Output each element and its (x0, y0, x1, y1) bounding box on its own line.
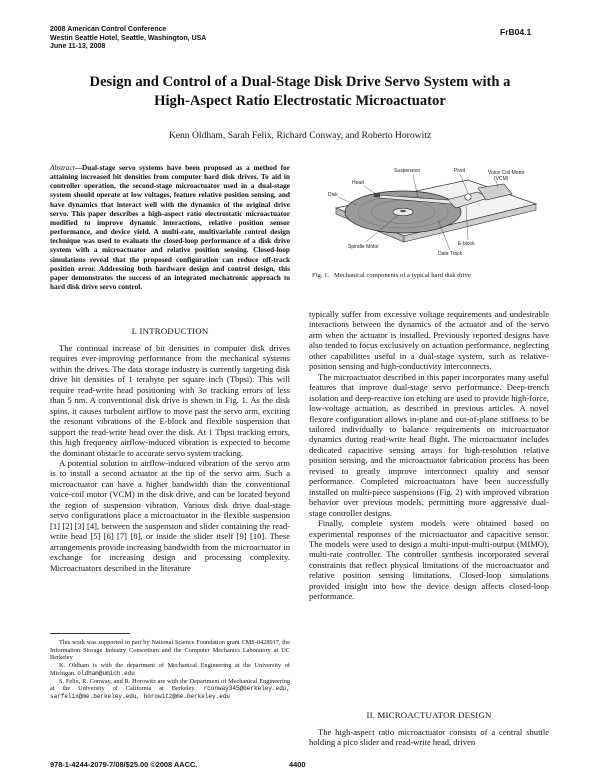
right-paragraph-2: The microactuator described in this paper incorporates many useful features that improve dual-stage servo performance. Deep-trench isolation and deep-reactive ion etching are used to provide high-force, low-voltage actuation, as described in previous articles. A novel flexure configuration allows in-plane and out-of-plane stiffness to be tailored individually to balance requirements on microactuator dynamics during read-write head flight. The microactuator includes dedicated capacitive sensing arrays for high-resolution relative position sensing, and the microactuator fabrication process has been revised to greatly improve interconnect quality and sensor performance. Completed microactuators have been successfully installed on multi-piece suspensions (Fig. 2) with improved vibration behavior over previous models, permitting more aggressive dual-stage controller designs. (309, 371, 549, 518)
author-list: Kenn Oldham, Sarah Felix, Richard Conway, and Roberto Horowitz (168, 130, 432, 141)
label-suspension: Suspension (394, 168, 421, 174)
leader-head (364, 186, 376, 194)
footer-isbn: 978-1-4244-2079-7/08/$25.00 ©2008 AACC. (50, 760, 198, 769)
abstract-dash: — (74, 163, 83, 172)
right-paragraph-3: Finally, complete system models were obtained based on experimental responses of the microactuator and capacitive sensor. The models were used to design a multi-input-multi-output (MIMO), multi-rate controller. The controller synthesis incorporated several constraints that reflect physical limitations of the microactuator and relative position sensing limitations. Closed-loop simulations provided insight into how the device design affects closed-loop performance. (309, 518, 549, 602)
spindle-center (400, 210, 406, 212)
conference-dates: June 11-13, 2008 (50, 43, 106, 50)
right-paragraph-4: The high-aspect ratio microactuator consists of a central shuttle holding a pico slider and read-write head, driven (309, 727, 549, 748)
footnote-berkeley: S. Felix, R. Conway, and R. Horowitz are with the Department of Mechanical Engineering at the University of California at Berkeley. rconway345@berkeley.edu, sarfelix@me.berkeley.edu, horowitz@me.berkeley.edu (50, 677, 290, 700)
paper-id: FrB04.1 (500, 27, 532, 37)
intro-paragraph-2: A potential solution to airflow-induced vibration of the servo arm is to install a second actuator at the tip of the servo arm. Such a microactuator can have a higher bandwidth than the conventional voice-coil motor (VCM) in the disk drive, and can be located beyond the region of suspension vibration. Various disk drive dual-stage servo configurations place a microactuator in the flexible suspension [1] [2] [3] [4], between the suspension and slider containing the read-write head [5] [6] [7] [8], or inside the slider itself [9] [10]. These arrangements provide increasing bandwidth from the microactuator in exchange for increasing design and processing complexity. Microactuators described in the literature (50, 457, 290, 573)
intro-paragraph-1: The continual increase of bit densities in computer disk drives requires ever-improving performance from the mechanical systems within the drives. The data storage industry is currently targeting disk drive bit densities of 1 terabyte per square inch (Tbpsi). This will require read-write head positioning with 3σ tracking errors of less than 5 nm. A conventional disk drive is shown in Fig. 1. As the disk spins, it causes turbulent airflow to move past the servo arm, exciting the resonant vibrations of the E-block and flexible suspension that support the read-write head over the disk. At 1 Tbpsi tracking errors, this high frequency airflow-induced vibration is expected to become the dominant obstacle to accurate servo system tracking. (50, 343, 290, 458)
email-oldham: oldham@umich.edu (77, 669, 135, 677)
label-head: Head (352, 180, 364, 186)
title-line-2: High-Aspect Ratio Electrostatic Microactuator (154, 93, 446, 109)
label-pivot: Pivot (454, 168, 466, 174)
paper-title (40, 73, 560, 111)
figure-1-caption-text: Mechanical components of a typical hard disk drive (334, 272, 471, 279)
running-header (50, 26, 206, 52)
abstract-label: Abstract (50, 163, 75, 172)
figure-1-label: Fig. 1. (312, 272, 330, 279)
conference-name: 2008 American Control Conference (50, 26, 167, 33)
footnotes (50, 639, 290, 701)
abstract (50, 163, 290, 291)
label-vcm-abbrev: (VCM) (494, 176, 509, 182)
label-spindle-motor: Spindle Motor (348, 244, 379, 250)
label-vcm: Voice Coil Motor (488, 170, 525, 176)
email-berkeley: rconway345@berkeley.edu, sarfelix@me.berkeley.edu, horowitz@me.berkeley.edu (50, 685, 290, 700)
read-write-head (374, 193, 380, 197)
page-number: 4400 (289, 760, 306, 769)
section-heading-introduction: I. INTRODUCTION (131, 326, 209, 336)
right-paragraph-1: typically suffer from excessive voltage requirements and undesirable interactions between the dynamics of the actuator and of the servo arm when the actuator is installed. Previously reported designs have also tended to focus exclusively on actuation performance, neglecting other capabilities useful in a dual-stage system, such as relative-position sensing and high-conductivity interconnects. (309, 309, 549, 372)
label-disk: Disk (328, 192, 338, 198)
right-column-tail (309, 727, 549, 748)
right-column-body (309, 309, 549, 602)
figure-1 (318, 160, 548, 260)
figure-1-caption (312, 272, 552, 279)
left-column-body (50, 343, 290, 573)
section-heading-microactuator: II. MICROACTUATOR DESIGN (366, 710, 492, 720)
footnote-funding: This work was supported in part by National Science Foundation grant CMS-0428917, the Information Storage Industry Consortium and the Computer Mechanics Laboratory at UC Berkeley (50, 639, 290, 662)
title-line-1: Design and Control of a Dual-Stage Disk Drive Servo System with a (89, 74, 511, 90)
footnote-oldham: K. Oldham is with the department of Mechanical Engineering at the University of Michigan. oldham@umich.edu (50, 662, 290, 677)
pivot-bearing (465, 194, 471, 200)
abstract-text: Dual-stage servo systems have been proposed as a method for attaining increased bit densities from computer hard disk drives. To aid in controller operation, the second-stage microactuator used in a dual-stage system should operate at low voltages, feature relative position sensing, and have dynamics that interact well with the dynamics of the original drive servo. This paper describes a high-aspect ratio electrostatic microactuator modified to improve dynamic interactions, relative position sensor performance, and device yield. A multi-rate, multivariable control design technique was used to evaluate the closed-loop performance of a disk drive system with a microactuator and relative position sensing. Closed-loop simulations reveal that the proposed configuration can reduce off-track position error. Addressing both hardware design and control design, this paper demonstrates the success of an integrated mechatronic approach to hard disk drive servo control. (50, 163, 290, 292)
footnote-rule (50, 633, 130, 634)
label-data-track: Data Track (438, 251, 463, 257)
disk-drive-illustration (318, 160, 548, 260)
conference-venue: Westin Seattle Hotel, Seattle, Washington, USA (50, 34, 207, 42)
label-e-block: E-block (458, 241, 475, 247)
